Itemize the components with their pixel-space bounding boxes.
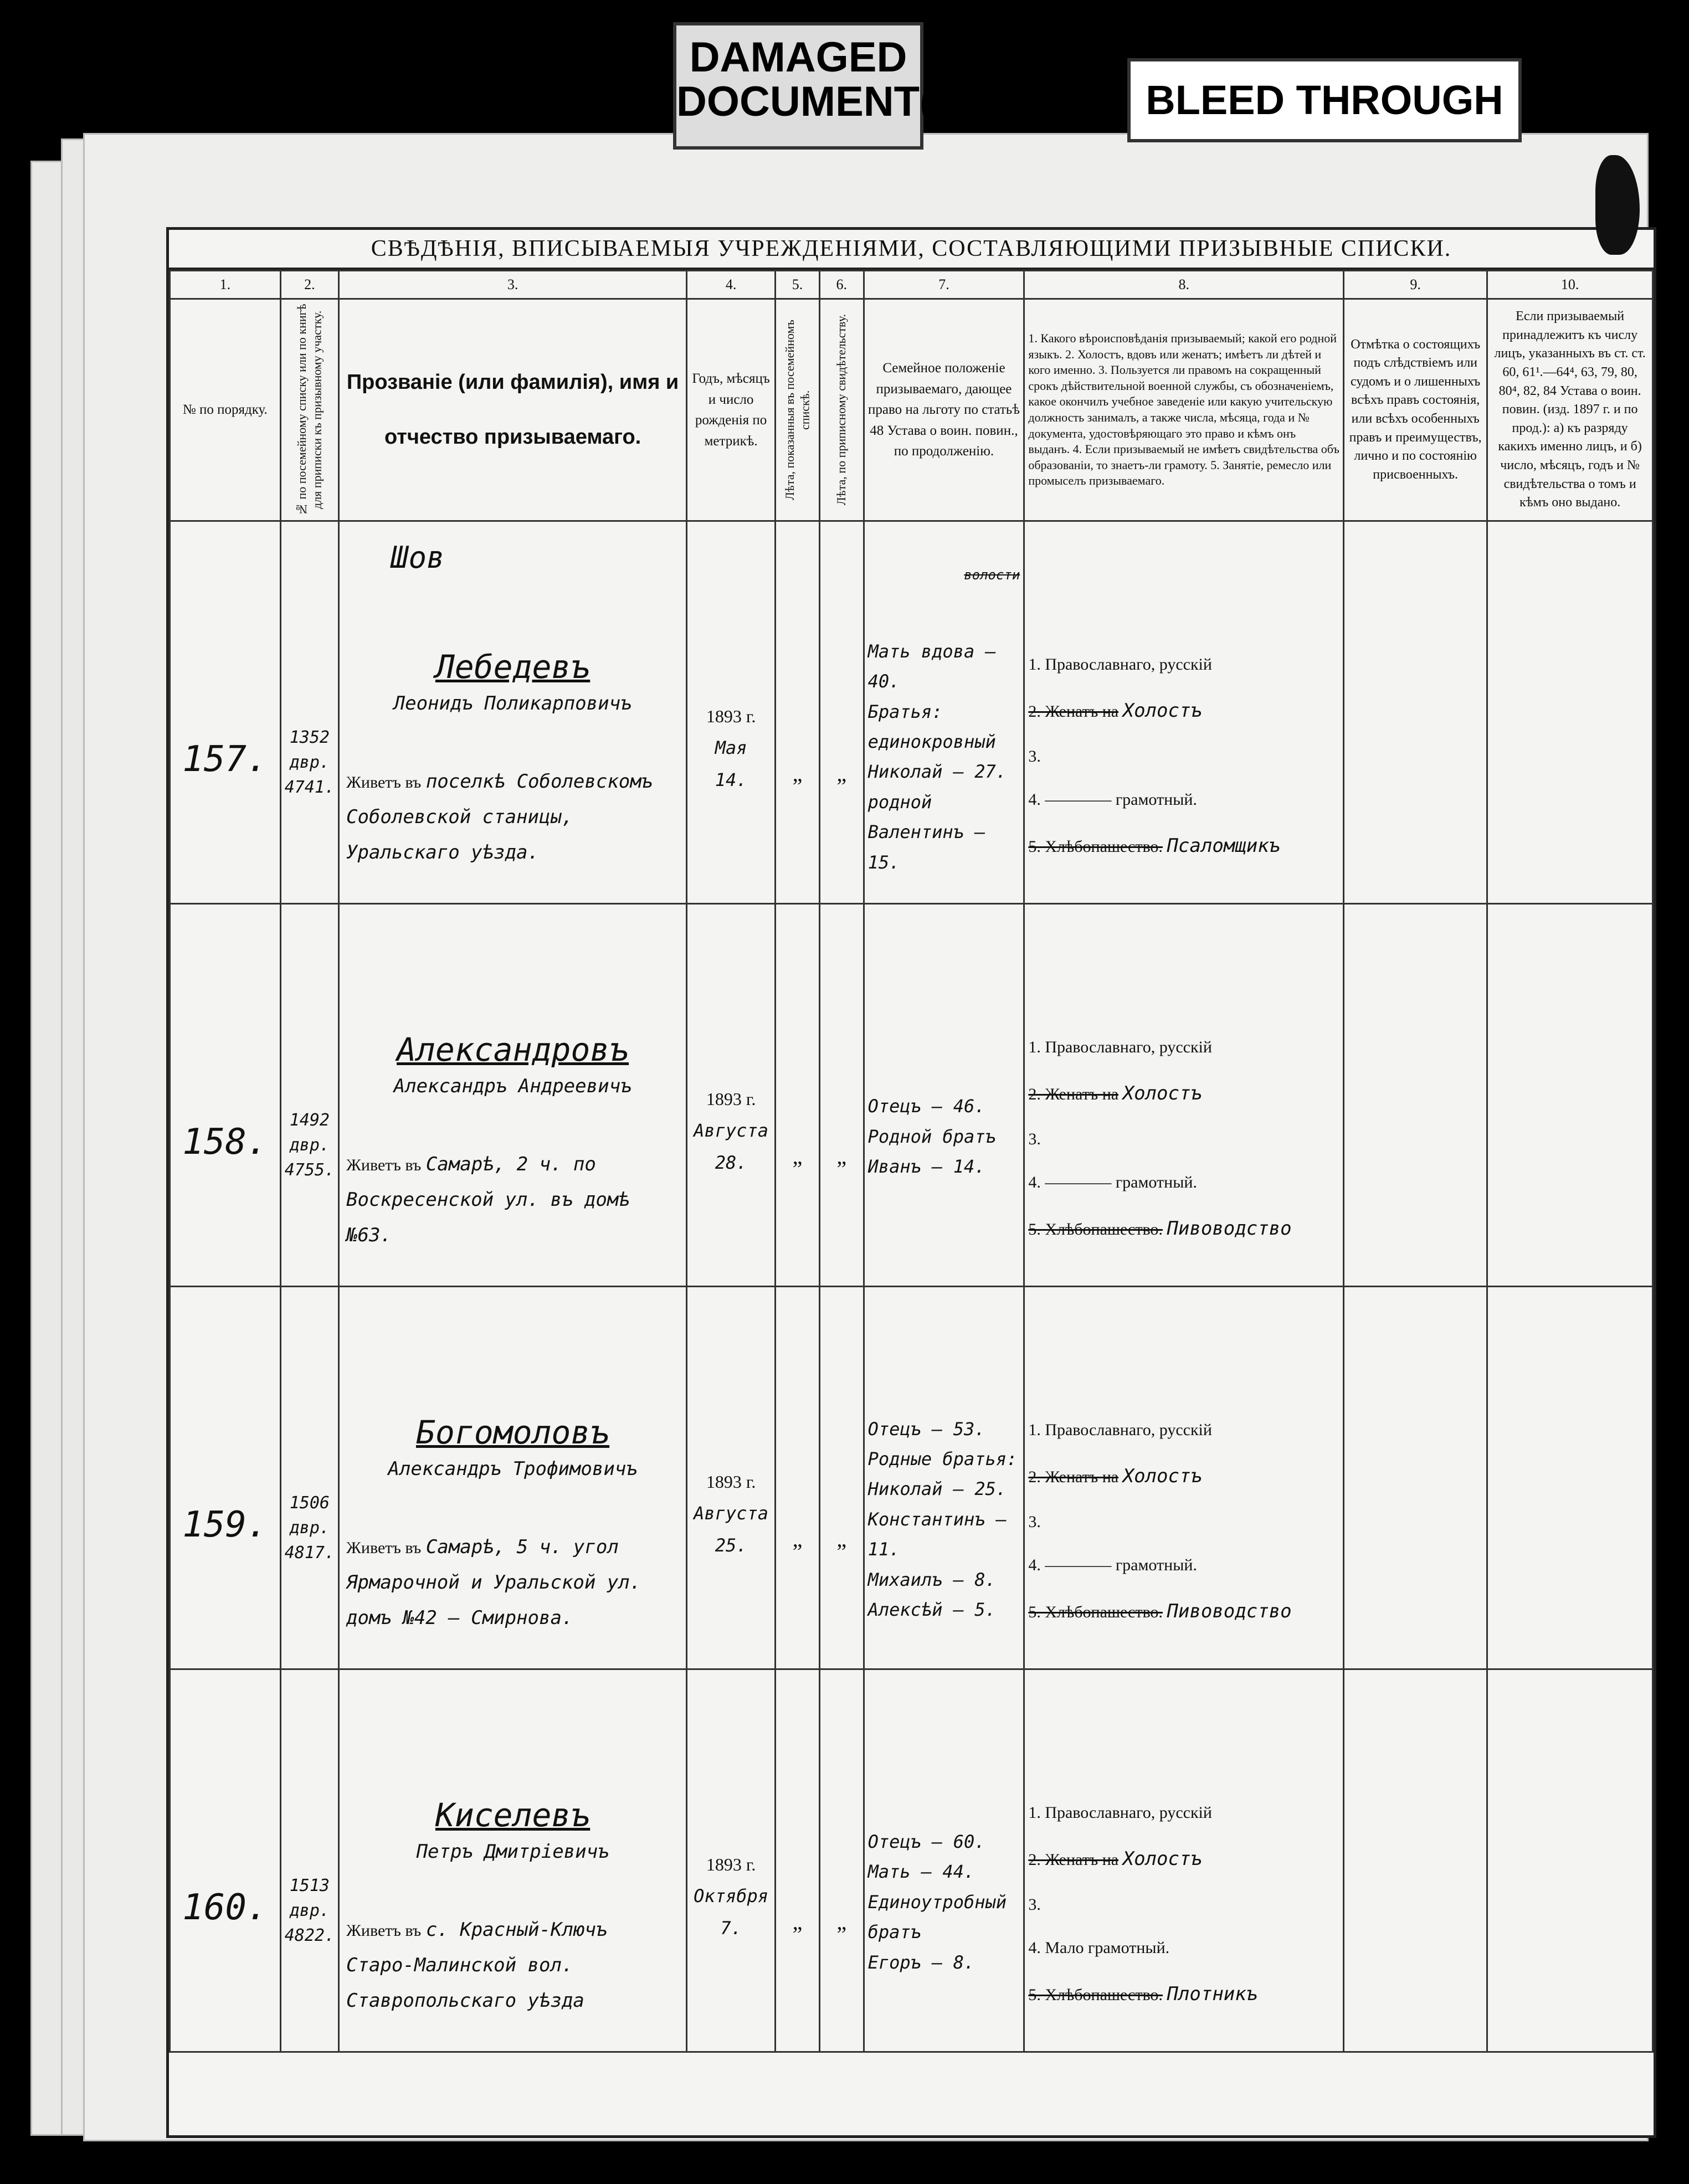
family-line: родной bbox=[867, 791, 932, 813]
record-c5: „ bbox=[792, 760, 803, 786]
header-age-family-list bbox=[776, 299, 820, 521]
birth-day: 7. bbox=[720, 1917, 742, 1939]
detail-religion: 1. Православнаго, русскій bbox=[1028, 1420, 1212, 1439]
header-age-family-list-text: Лѣта, показанныя въ посемейномъ спискѣ. bbox=[782, 320, 812, 500]
record-name-cell bbox=[339, 1669, 687, 2052]
record-details-cell bbox=[1024, 1287, 1344, 1669]
record-reg-1: 1513 двр. bbox=[289, 1875, 330, 1920]
detail-religion: 1. Православнаго, русскій bbox=[1028, 1037, 1212, 1056]
birth-month: Мая bbox=[715, 737, 747, 759]
marital-struck: 2. Женатъ на bbox=[1028, 1085, 1119, 1103]
occupation-value: Плотникъ bbox=[1167, 1983, 1258, 2005]
record-reg bbox=[285, 625, 335, 800]
record-c5-cell bbox=[776, 1669, 820, 2052]
record-family-cell bbox=[864, 1669, 1024, 2052]
residence-text: поселкѣ Соболевскомъ Соболевской станицы, Уральскаго уѣзда. bbox=[346, 770, 653, 864]
detail-item3: 3. bbox=[1028, 747, 1041, 765]
occupation-value: Пивоводство bbox=[1167, 1217, 1292, 1240]
record-details bbox=[1028, 937, 1339, 1253]
family-line: Михаилъ — 8. bbox=[867, 1569, 996, 1590]
record-c6: „ bbox=[836, 760, 847, 786]
col-number: 10. bbox=[1487, 271, 1653, 299]
header-privilege: Если призываемый принадлежитъ къ числу лицъ, указанныхъ въ ст. ст. 60, 61¹.—64⁴, 63, 79, 80, 80⁴, 82, 84 Устава о воин. повин. (изд. 1897 г. и по прод.): а) къ разряду какихъ именно лицъ, и б) число, мѣсяцъ, годъ и № свидѣтельства о томъ и кѣмъ оно выдано. bbox=[1487, 299, 1653, 521]
record-name-cell bbox=[339, 1287, 687, 1669]
record-privilege-cell bbox=[1487, 1287, 1653, 1669]
bleed-through-tag: BLEED THROUGH bbox=[1127, 58, 1522, 142]
record-reg bbox=[285, 1008, 335, 1183]
detail-literacy: 4. ———— грамотный. bbox=[1028, 790, 1197, 809]
record-residence bbox=[343, 1913, 682, 2019]
detail-item3: 3. bbox=[1028, 1895, 1041, 1914]
family-line: Иванъ — 14. bbox=[867, 1156, 985, 1178]
header-birth-date: Годъ, мѣсяцъ и число рожденія по метрикѣ. bbox=[687, 299, 776, 521]
record-surname: Богомоловъ bbox=[415, 1414, 610, 1452]
birth-year: 1893 г. bbox=[706, 1471, 756, 1492]
record-number-cell bbox=[170, 1669, 281, 2052]
record-row bbox=[170, 904, 1653, 1287]
family-line: Единоутробный братъ bbox=[867, 1891, 1007, 1943]
birth-day: 28. bbox=[715, 1152, 747, 1173]
header-details: 1. Какого вѣроисповѣданія призываемый; какой его родной языкъ. 2. Холостъ, вдовъ или женатъ; имѣетъ ли дѣтей и кого именно. 3. Пользуется ли правомъ на сокращенный срокъ дѣйствительной военной службы, съ обозначеніемъ, какое окончилъ учебное заведеніе или какую учительскую должность занималъ, а также числа, мѣсяца, года и № документа, удостовѣряющаго это право и кѣмъ онъ выданъ. 4. Если призываемый не имѣетъ свидѣтельства объ образованіи, то знаетъ-ли грамоту. 5. Занятіе, ремесло или промыселъ призываемаго. bbox=[1024, 299, 1344, 521]
marital-value: Холостъ bbox=[1122, 1847, 1202, 1870]
record-name-cell bbox=[339, 904, 687, 1287]
detail-marital bbox=[1028, 1834, 1339, 1883]
record-birth-cell bbox=[687, 1287, 776, 1669]
record-name-cell bbox=[339, 521, 687, 904]
detail-literacy: 4. ———— грамотный. bbox=[1028, 1556, 1197, 1574]
family-line: Родной братъ bbox=[867, 1126, 996, 1147]
residence-prefix: Живетъ въ bbox=[346, 1156, 422, 1175]
record-given-name: Петръ Дмитріевичъ bbox=[416, 1841, 609, 1863]
residence-text: Самарѣ, 5 ч. угол Ярмарочной и Уральской ул. домъ №42 — Смирнова. bbox=[346, 1536, 641, 1629]
damaged-document-tag: DAMAGED DOCUMENT(S) bbox=[673, 22, 923, 150]
record-reg bbox=[285, 1774, 335, 1948]
record-residence bbox=[343, 1530, 682, 1636]
record-row bbox=[170, 1287, 1653, 1669]
detail-literacy: 4. ———— грамотный. bbox=[1028, 1173, 1197, 1191]
marital-struck: 2. Женатъ на bbox=[1028, 1467, 1119, 1486]
header-age-certificate-text: Лѣта, по приписному свидѣтельству. bbox=[834, 314, 849, 506]
marital-value: Холостъ bbox=[1122, 1082, 1202, 1104]
record-surname: Киселевъ bbox=[435, 1796, 591, 1834]
record-reg-2: 4822. bbox=[284, 1925, 335, 1945]
record-number: 157. bbox=[182, 739, 268, 780]
record-c6-cell bbox=[819, 904, 864, 1287]
birth-year: 1893 г. bbox=[706, 706, 756, 726]
record-privilege-cell bbox=[1487, 904, 1653, 1287]
family-line: Николай — 25. bbox=[867, 1478, 1007, 1500]
record-reg-2: 4755. bbox=[284, 1160, 335, 1180]
marital-struck: 2. Женатъ на bbox=[1028, 702, 1119, 721]
occupation-value: Пивоводство bbox=[1167, 1600, 1292, 1622]
record-court-cell bbox=[1344, 1287, 1487, 1669]
record-reg-1: 1352 двр. bbox=[289, 727, 330, 772]
record-family-cell bbox=[864, 1287, 1024, 1669]
record-family bbox=[868, 1331, 1020, 1625]
record-court-cell bbox=[1344, 1669, 1487, 2052]
record-reg-cell bbox=[280, 1287, 338, 1669]
conscription-form bbox=[166, 227, 1656, 2138]
family-line: Отецъ — 53. bbox=[867, 1418, 985, 1440]
record-details bbox=[1028, 1703, 1339, 2019]
record-c6-cell bbox=[819, 1287, 864, 1669]
record-birth bbox=[691, 629, 771, 796]
record-residence bbox=[343, 1147, 682, 1253]
record-reg-cell bbox=[280, 904, 338, 1287]
detail-religion: 1. Православнаго, русскій bbox=[1028, 655, 1212, 674]
form-title: СВѢДѢНІЯ, ВПИСЫВАЕМЫЯ УЧРЕЖДЕНІЯМИ, СОСТАВЛЯЮЩИМИ ПРИЗЫВНЫЕ СПИСКИ. bbox=[169, 230, 1654, 270]
family-line: Отецъ — 46. bbox=[867, 1096, 985, 1117]
record-c5-cell bbox=[776, 1287, 820, 1669]
detail-marital bbox=[1028, 686, 1339, 735]
col-number: 9. bbox=[1344, 271, 1487, 299]
marginal-note: Шов bbox=[391, 540, 445, 575]
record-c5: „ bbox=[792, 1909, 803, 1934]
header-family-list-number bbox=[280, 299, 338, 521]
col-number: 4. bbox=[687, 271, 776, 299]
record-surname: Лебедевъ bbox=[435, 648, 591, 686]
record-number-cell bbox=[170, 521, 281, 904]
detail-item3: 3. bbox=[1028, 1513, 1041, 1531]
header-court-mark: Отмѣтка о состоящихъ подъ слѣдствіемъ или судомъ и о лишенныхъ всѣхъ правъ состоянія, или всѣхъ особенныхъ правъ и преимуществъ, лично и по состоянію присвоенныхъ. bbox=[1344, 299, 1487, 521]
record-c6-cell bbox=[819, 1669, 864, 2052]
record-residence bbox=[343, 764, 682, 871]
family-line: Родные братья: bbox=[867, 1448, 1018, 1470]
record-row bbox=[170, 521, 1653, 904]
birth-month: Августа bbox=[694, 1503, 769, 1524]
family-line: Константинъ — 11. bbox=[867, 1508, 1007, 1560]
col-number: 8. bbox=[1024, 271, 1344, 299]
record-number: 158. bbox=[182, 1122, 268, 1163]
occupation-struck: 5. Хлѣбопашество. bbox=[1028, 837, 1163, 856]
occupation-struck: 5. Хлѣбопашество. bbox=[1028, 1220, 1163, 1239]
record-number-cell bbox=[170, 1287, 281, 1669]
detail-religion: 1. Православнаго, русскій bbox=[1028, 1803, 1212, 1822]
detail-literacy: 4. Мало грамотный. bbox=[1028, 1939, 1170, 1957]
residence-prefix: Живетъ въ bbox=[346, 773, 422, 792]
family-line: Егоръ — 8. bbox=[867, 1951, 975, 1973]
record-row bbox=[170, 1669, 1653, 2052]
col-number: 7. bbox=[864, 271, 1024, 299]
record-reg-2: 4741. bbox=[284, 777, 335, 797]
conscription-table bbox=[169, 270, 1654, 2053]
record-family bbox=[868, 1008, 1020, 1181]
residence-prefix: Живетъ въ bbox=[346, 1921, 422, 1940]
occupation-struck: 5. Хлѣбопашество. bbox=[1028, 1603, 1163, 1621]
col-number: 6. bbox=[819, 271, 864, 299]
record-c5: „ bbox=[792, 1526, 803, 1551]
record-c6: „ bbox=[836, 1909, 847, 1934]
col-number: 2. bbox=[280, 271, 338, 299]
family-line: Николай — 27. bbox=[867, 761, 1007, 783]
detail-marital bbox=[1028, 1069, 1339, 1118]
record-family-cell bbox=[864, 904, 1024, 1287]
birth-year: 1893 г. bbox=[706, 1088, 756, 1109]
header-age-certificate bbox=[819, 299, 864, 521]
residence-text: Самарѣ, 2 ч. по Воскресенской ул. въ домѣ №63. bbox=[346, 1153, 630, 1246]
record-details-cell bbox=[1024, 904, 1344, 1287]
residence-text: с. Красный-Ключъ Старо-Малинской вол. Ставропольскаго уѣзда bbox=[346, 1919, 608, 2012]
detail-item3: 3. bbox=[1028, 1130, 1041, 1148]
record-birth bbox=[691, 1777, 771, 1945]
birth-day: 14. bbox=[715, 769, 747, 790]
record-family-cell bbox=[864, 521, 1024, 904]
record-given-name: Александръ Трофимовичъ bbox=[388, 1458, 638, 1481]
occupation-struck: 5. Хлѣбопашество. bbox=[1028, 1986, 1163, 2004]
record-reg-1: 1492 двр. bbox=[289, 1110, 330, 1155]
header-row bbox=[170, 299, 1653, 521]
marital-value: Холостъ bbox=[1122, 699, 1202, 722]
detail-occupation bbox=[1028, 1204, 1339, 1253]
record-family bbox=[868, 1744, 1020, 1977]
family-line: Алексѣй — 5. bbox=[867, 1599, 996, 1620]
family-line: Братья: bbox=[867, 701, 943, 722]
record-surname: Александровъ bbox=[397, 1031, 629, 1069]
record-c6: „ bbox=[836, 1526, 847, 1551]
header-family-list-text: № по посемейному списку или по книгѣ для приписки къ призывному участку. bbox=[295, 304, 324, 516]
record-details-cell bbox=[1024, 1669, 1344, 2052]
record-court-cell bbox=[1344, 904, 1487, 1287]
birth-month: Августа bbox=[694, 1120, 769, 1142]
record-c5: „ bbox=[792, 1143, 803, 1169]
record-privilege-cell bbox=[1487, 1669, 1653, 2052]
record-birth bbox=[691, 1011, 771, 1179]
detail-marital bbox=[1028, 1452, 1339, 1500]
record-c6: „ bbox=[836, 1143, 847, 1169]
col-number: 1. bbox=[170, 271, 281, 299]
record-c6-cell bbox=[819, 521, 864, 904]
family-line: единокровный bbox=[867, 731, 996, 752]
record-number: 159. bbox=[182, 1504, 268, 1545]
record-family bbox=[868, 547, 1020, 877]
birth-month: Октября bbox=[694, 1885, 769, 1907]
birth-year: 1893 г. bbox=[706, 1854, 756, 1874]
birth-day: 25. bbox=[715, 1534, 747, 1556]
family-struck: волости bbox=[964, 567, 1020, 583]
record-court-cell bbox=[1344, 521, 1487, 904]
detail-occupation bbox=[1028, 1587, 1339, 1636]
residence-prefix: Живетъ въ bbox=[346, 1539, 422, 1558]
record-c5-cell bbox=[776, 521, 820, 904]
record-c5-cell bbox=[776, 904, 820, 1287]
family-line: Отецъ — 60. bbox=[867, 1831, 985, 1853]
detail-occupation bbox=[1028, 1970, 1339, 2018]
header-order-number: № по порядку. bbox=[170, 299, 281, 521]
col-number: 3. bbox=[339, 271, 687, 299]
record-details bbox=[1028, 554, 1339, 871]
record-reg-cell bbox=[280, 521, 338, 904]
record-birth bbox=[691, 1394, 771, 1562]
record-given-name: Александръ Андреевичъ bbox=[393, 1075, 632, 1098]
record-given-name: Леонидъ Поликарповичъ bbox=[393, 692, 632, 715]
family-line: Валентинъ — 15. bbox=[867, 821, 985, 873]
record-reg-2: 4817. bbox=[284, 1543, 335, 1563]
column-number-row bbox=[170, 271, 1653, 299]
record-reg-cell bbox=[280, 1669, 338, 2052]
header-name: Прозваніе (или фамилія), имя и отчество призываемаго. bbox=[339, 299, 687, 521]
marital-struck: 2. Женатъ на bbox=[1028, 1850, 1119, 1869]
occupation-value: Псаломщикъ bbox=[1167, 835, 1281, 857]
record-birth-cell bbox=[687, 521, 776, 904]
record-number-cell bbox=[170, 904, 281, 1287]
record-reg-1: 1506 двр. bbox=[289, 1493, 330, 1538]
record-details-cell bbox=[1024, 521, 1344, 904]
header-family-status: Семейное положеніе призываемаго, дающее право на льготу по статьѣ 48 Устава о воин. повин., по продолженію. bbox=[864, 299, 1024, 521]
record-privilege-cell bbox=[1487, 521, 1653, 904]
record-reg bbox=[285, 1391, 335, 1565]
record-birth-cell bbox=[687, 904, 776, 1287]
detail-occupation bbox=[1028, 821, 1339, 870]
family-line: Мать вдова — 40. bbox=[867, 640, 996, 692]
marital-value: Холостъ bbox=[1122, 1464, 1202, 1487]
record-details bbox=[1028, 1320, 1339, 1636]
family-line: Мать — 44. bbox=[867, 1861, 975, 1883]
record-birth-cell bbox=[687, 1669, 776, 2052]
record-number: 160. bbox=[182, 1887, 268, 1928]
col-number: 5. bbox=[776, 271, 820, 299]
